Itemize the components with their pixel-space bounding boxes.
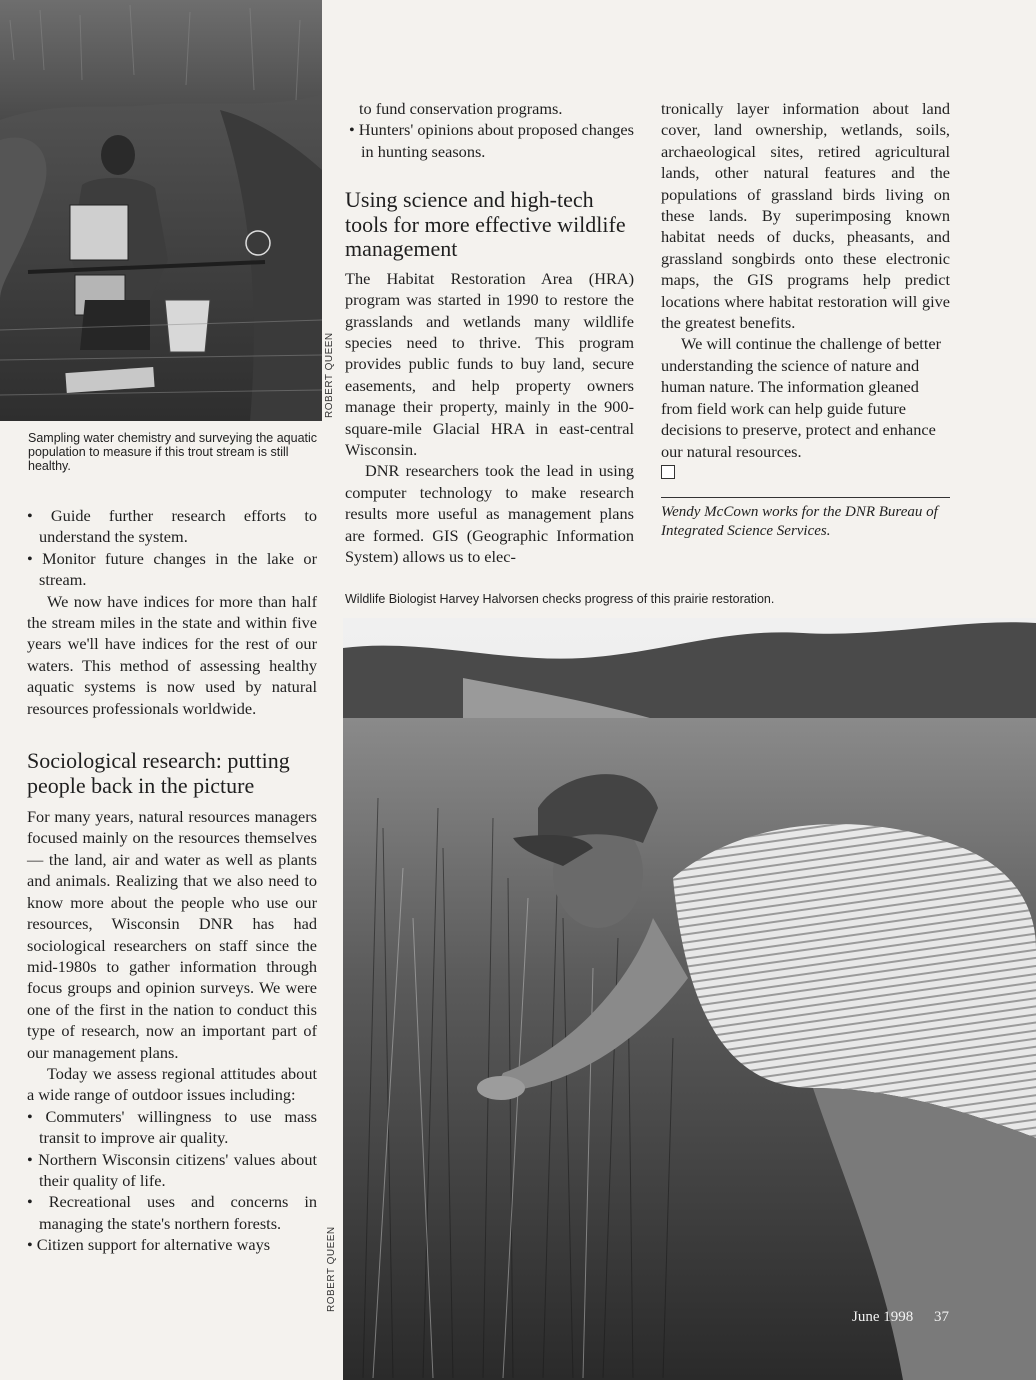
bullet-item: • Citizen support for alternative ways [27,1235,271,1255]
section-heading-sociological: Sociological research: putting people back in the picture [27,748,290,798]
photo-caption-top: Sampling water chemistry and surveying the aquatic population to measure if this trout stream is still healthy. [28,431,318,473]
prairie-restoration-photo [343,618,1036,1380]
paragraph-today: Today we assess regional attitudes about a wide range of outdoor issues including: [27,1063,317,1105]
end-mark-icon [661,465,675,479]
paragraph-continue [661,333,950,483]
bullet-item: • Guide further research efforts to understand the system. [27,506,317,547]
section-heading-high-tech: Using science and high-tech tools for more effective wildlife management [345,187,626,262]
paragraph-hra: The Habitat Restoration Area (HRA) program was started in 1990 to restore the grasslands and wetlands many wildlife species need to thrive. This program provides public funds to buy land, secure easements, and help property owners manage their property, mainly in the 900-square-mile Glacial HRA in east-central Wisconsin. [345,268,634,459]
right-column [661,98,950,483]
bullet-item: • Commuters' willingness to use mass transit to improve air quality. [27,1106,317,1148]
paragraph-dnr: DNR researchers took the lead in using computer technology to make research results more useful as management plans are formed. GIS (Geographic Information System) allows us to elec- [345,461,634,566]
photo-credit-top: ROBERT QUEEN [324,332,335,418]
page-number: 37 [934,1309,949,1325]
bullet-item: • Monitor future changes in the lake or stream. [27,548,317,590]
paragraph-indices: We now have indices for more than half the stream miles in the state and within five years we'll have indices for the rest of our waters. This method of assessing healthy aquatic systems is now used by natural resources professionals worldwide. [27,591,317,718]
bullet-item: • Hunters' opinions about proposed changes in hunting seasons. [349,120,634,161]
middle-column [345,98,634,567]
bullet-item: • Northern Wisconsin citizens' values about their quality of life. [27,1149,317,1190]
left-column [27,505,317,1256]
photo-caption-bottom: Wildlife Biologist Harvey Halvorsen checks progress of this prairie restoration. [345,592,775,606]
paragraph-layer: tronically layer information about land cover, land ownership, wetlands, soils, archaeological sites, retired agricultural lands, other natural features and the populations of grassland birds living on these lands. By superimposing known habitat needs of ducks, pheasants, and grassland songbirds onto these electronic maps, the GIS programs help predict locations where habitat restoration will give the greatest benefits. [661,99,950,333]
issue-date: June 1998 [852,1309,914,1325]
paragraph-many-years: For many years, natural resources managers focused mainly on the resources themselves — the land, air and water as well as plants and animals. Realizing that we also need to know more about the people who use our resources, Wisconsin DNR has had sociological researchers on staff since the mid-1980s to gather information through focus groups and opinion surveys. We were one of the first in the nation to conduct this type of research, now an important part of our management plans. [27,807,317,1062]
author-rule [661,497,950,498]
photo-credit-bottom: ROBERT QUEEN [326,1226,337,1312]
stream-sampling-photo [0,0,322,421]
author-note: Wendy McCown works for the DNR Bureau of Integrated Science Services. [661,504,938,539]
bullet-item: • Recreational uses and concerns in managing the state's northern forests. [27,1192,317,1233]
paragraph-continue-text: We will continue the challenge of better understanding the science of nature and human nature. The information gleaned from field work can help guide future decisions to preserve, protect and enhance our natural resources. [661,334,941,461]
continued-line: to fund conservation programs. [359,99,563,118]
